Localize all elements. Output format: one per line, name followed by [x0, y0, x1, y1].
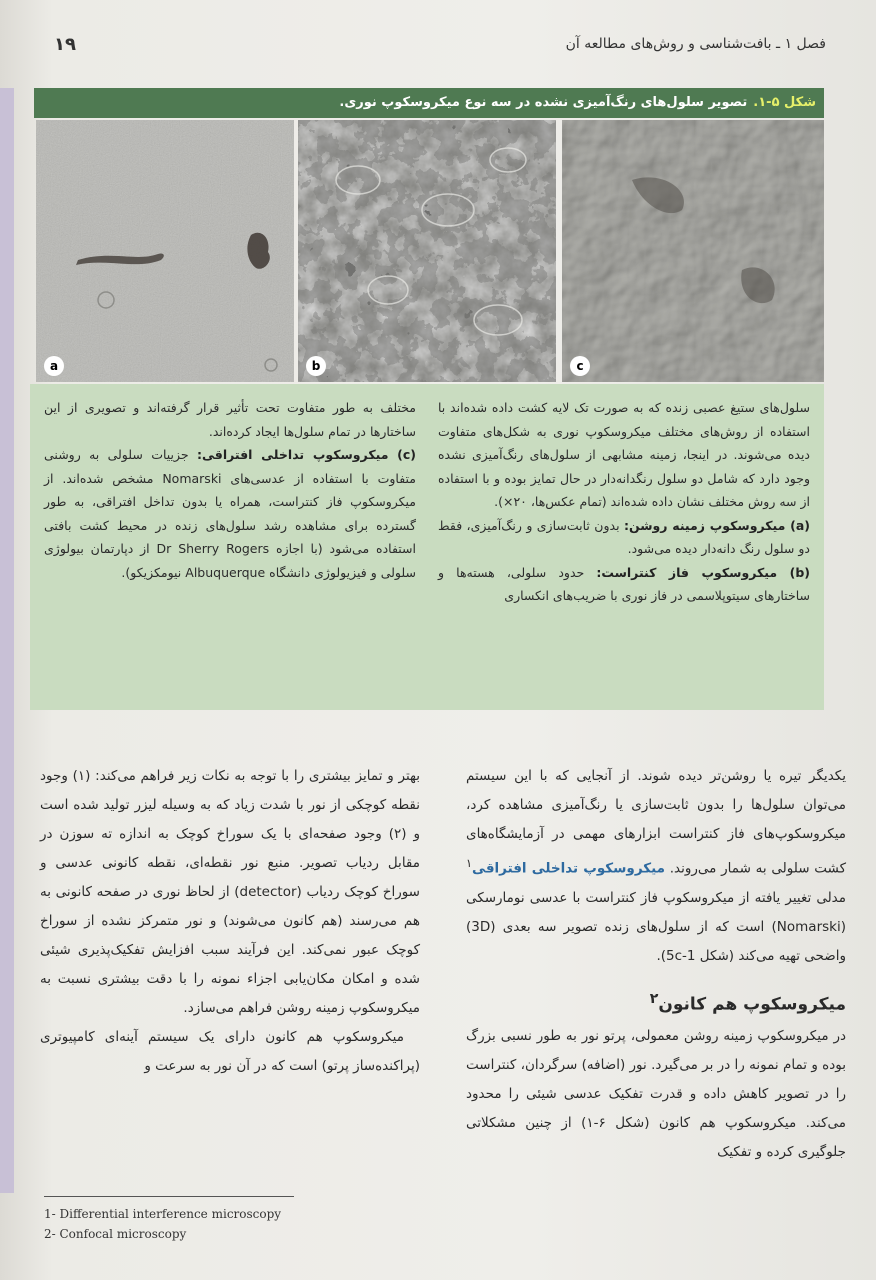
footnote-1: 1- Differential interference microscopy [44, 1207, 282, 1221]
body-left-p1: بهتر و تمایز بیشتری را با توجه به نکات زیر فراهم می‌کند: (۱) وجود نقطه کوچکی از نور با شدت زیاد که به وسیله لیزر تولید شده است و (۲) وجود صفحه‌ای با یک سوراخ کوچک به اندازه ته سوزن در مقابل ردیاب تصویر. منبع نور نقطه‌ای، نقطه کانونی عدسی و سوراخ کوچک ردیاب (detector) از لحاظ نوری در صفحه کانونی به هم می‌رسند (هم کانون می‌شوند) و نور متمرکز نشده از سوراخ کوچک عبور نمی‌کند. این فرآیند سبب افزایش تفکیک‌پذیری شیئی شده و امکان مکان‌یابی اجزاء نمونه را با دقت بیشتری نسبت به میکروسکوپ زمینه روشن فراهم می‌سازد. [40, 768, 421, 1016]
footnote-ref-1: ۱ [466, 857, 473, 870]
dic-micrograph [562, 120, 824, 382]
footnote-divider [44, 1196, 294, 1197]
body-right-column [466, 762, 846, 1167]
body-right-p2: مدلی تغییر یافته از میکروسکوپ فاز کنتراست با عدسی نومارسکی (Nomarski) است که از سلول‌های زنده تصویر سه بعدی (3D) واضحی تهیه می‌کند (شکل ‎5c-1). [466, 889, 846, 964]
phase-contrast-micrograph [298, 120, 556, 382]
legend-c-text: جزییات سلولی به روشنی متفاوت با استفاده از عدسی‌های Nomarski مشخص شده‌اند. از میکروسکوپ فاز کنتراست، همراه یا بدون تداخل افتراقی، به طور گسترده برای مشاهده رشد سلول‌های زنده در محیط کشت بافتی استفاده می‌شود (با اجازه Dr Sherry Rogers از دپارتمان بیولوژی سلولی و فیزیولوژی دانشگاه Albuquerque نیومکزیکو). [44, 447, 417, 580]
figure-caption [34, 88, 824, 118]
legend-b-text: حدود سلولی، هسته‌ها و ساختارهای سیتوپلاسمی در فاز نوری با ضریب‌های انکساری [438, 564, 810, 603]
figure-panel-a [36, 120, 294, 382]
body-left-column [40, 762, 420, 1081]
chapter-edge-tab [0, 88, 14, 1193]
body-right-p3: در میکروسکوپ زمینه روشن معمولی، پرتو نور به طور نسبی بزرگ بوده و تمام نمونه را در بر می‌گیرد. نور (اضافه) سرگردان، کنتراست را در تصویر کاهش داده و قدرت تفکیک عدسی شیئی را محدود می‌کند. میکروسکوپ هم کانون (شکل ۶-۱) از چنین مشکلاتی جلوگیری کرده و تفکیک [466, 1028, 846, 1161]
legend-a-term: (a) میکروسکوپ زمینه روشن: [623, 517, 810, 533]
panel-label-a: a [44, 356, 64, 376]
page-header [40, 34, 836, 58]
legend-c-term: (c) میکروسکوپ تداخلی افتراقی: [196, 447, 416, 462]
legend-item-a [438, 514, 810, 561]
footnote-2: 2- Confocal microscopy [44, 1227, 187, 1241]
dic-term: میکروسکوپ تداخلی افتراقی [472, 860, 665, 877]
brightfield-micrograph [36, 120, 294, 382]
footnote-ref-2: ۲ [649, 990, 659, 1007]
figure-legend [30, 384, 824, 710]
legend-continuation: مختلف به طور متفاوت تحت تأثیر قرار گرفته‌اند و تصویری از این ساختارها در تمام سلول‌ها ایجاد کرده‌اند. [44, 400, 416, 439]
panel-label-b: b [306, 356, 326, 376]
section-heading-confocal [466, 985, 846, 1019]
panel-label-c: c [570, 356, 590, 376]
legend-left-column [44, 396, 416, 584]
body-right-p1: یکدیگر تیره یا روشن‌تر دیده شوند. از آنجایی که با این سیستم می‌توان سلول‌ها را بدون ثابت‌سازی یا رنگ‌آمیزی مشاهده کرد، میکروسکوپ‌های فاز کنتراست ابزارهای مهمی در آزمایشگاه‌های کشت سلولی به شمار می‌روند. [466, 768, 846, 877]
figure-caption-number: شکل ۵-۱. [753, 95, 816, 110]
footnotes [44, 1204, 344, 1244]
figure-panel-b [298, 120, 556, 382]
running-title: فصل ۱ ـ بافت‌شناسی و روش‌های مطالعه آن [565, 36, 826, 52]
page-number: ۱۹ [54, 34, 76, 55]
figure-caption-text: تصویر سلول‌های رنگ‌آمیزی نشده در سه نوع میکروسکوپ نوری. [339, 95, 748, 110]
section-heading-text: میکروسکوپ هم کانون [658, 994, 846, 1015]
legend-a-text: بدون ثابت‌سازی و رنگ‌آمیزی، فقط دو سلول رنگ دانه‌دار دیده می‌شود. [438, 517, 810, 556]
legend-intro: سلول‌های ستیغ عصبی زنده که به صورت تک لایه کشت داده شده‌اند با استفاده از روش‌های مختلف میکروسکوپ نوری به شکل‌های متفاوت دیده می‌شوند. در اینجا، زمینه مشابهی از سلول‌های رنگ‌آمیزی نشده وجود دارد که شامل دو سلول رنگدانه‌دار در حال تمایز بوده و با استفاده از سه روش مختلف نشان داده شده‌اند (تمام عکس‌ها، ۲۰×). [438, 400, 810, 509]
legend-item-c [44, 443, 416, 584]
figure-panels [36, 120, 824, 382]
figure-panel-c [562, 120, 824, 382]
legend-right-column [438, 396, 810, 608]
body-left-p2: میکروسکوپ هم کانون دارای یک سیستم آینه‌ای کامپیوتری (پراکنده‌ساز پرتو) است که در آن نور به سرعت و [40, 1029, 420, 1074]
body-paragraph [466, 762, 846, 971]
legend-b-term: (b) میکروسکوپ فاز کنتراست: [596, 564, 810, 580]
legend-item-b [438, 561, 810, 608]
